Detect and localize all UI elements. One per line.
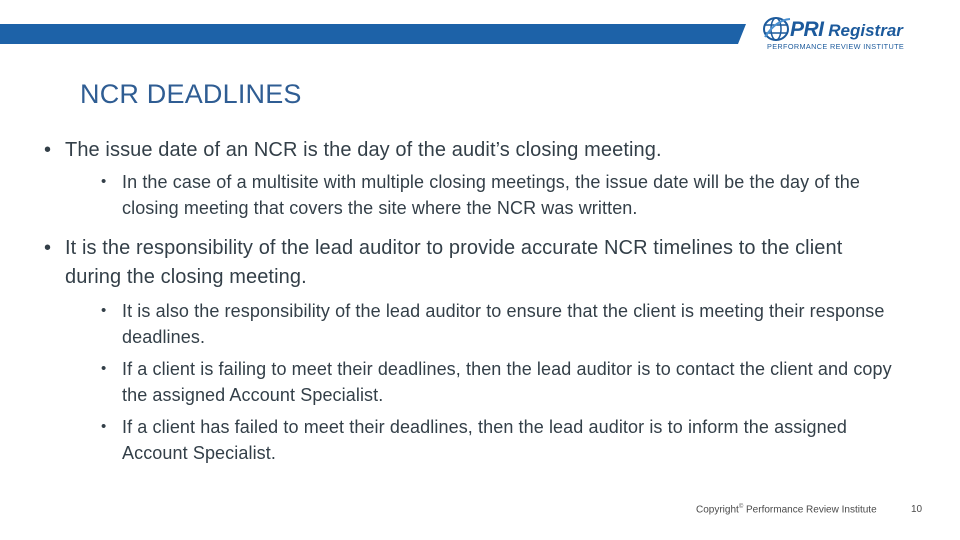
bullet-text: The issue date of an NCR is the day of the audit’s closing meeting. [65,139,662,161]
bullet-text: It is the responsibility of the lead auditor to provide accurate NCR timelines to the client during the closing meeting. [65,237,843,288]
sub-bullet-dot: • [101,173,107,190]
header-band [0,24,746,44]
bullet-item-2 [44,234,904,292]
logo-brand-pri: PRI [790,18,824,41]
logo-brand-registrar [824,21,903,40]
bullet-item-1 [44,136,904,165]
logo-registrar-text: Registrar [828,21,903,40]
sub-bullet-text: If a client has failed to meet their deadlines, then the lead auditor is to inform the assigned Account Specialist. [122,417,847,463]
sub-bullet-item-2-2 [101,356,904,408]
sub-bullet-item-1-1 [101,169,904,221]
pri-registrar-logo [762,14,952,54]
page-number: 10 [911,504,923,515]
sub-bullet-item-2-3 [101,414,904,466]
slide-body [44,136,904,466]
footer-copyright [696,504,877,515]
globe-icon [762,16,792,42]
bullet-dot: • [44,139,52,161]
sub-bullet-dot: • [101,302,107,319]
sub-bullet-dot: • [101,418,107,435]
copyright-holder: Performance Review Institute [746,504,877,516]
sub-bullet-item-2-1 [101,298,904,350]
copyright-prefix: Copyright [696,504,739,516]
sub-bullet-dot: • [101,360,107,377]
bullet-dot: • [44,237,52,259]
sub-bullet-text: It is also the responsibility of the lead auditor to ensure that the client is meeting their response deadlines. [122,301,885,347]
copyright-symbol: © [738,504,744,510]
logo-wordmark [790,18,903,42]
logo-subtitle: PERFORMANCE REVIEW INSTITUTE [767,42,905,51]
sub-bullet-text: If a client is failing to meet their deadlines, then the lead auditor is to contact the client and copy the assigned Account Specialist. [122,359,892,405]
slide-title: NCR DEADLINES [80,79,302,109]
sub-bullet-text: In the case of a multisite with multiple closing meetings, the issue date will be the day of the closing meeting that covers the site where the NCR was written. [122,172,860,218]
